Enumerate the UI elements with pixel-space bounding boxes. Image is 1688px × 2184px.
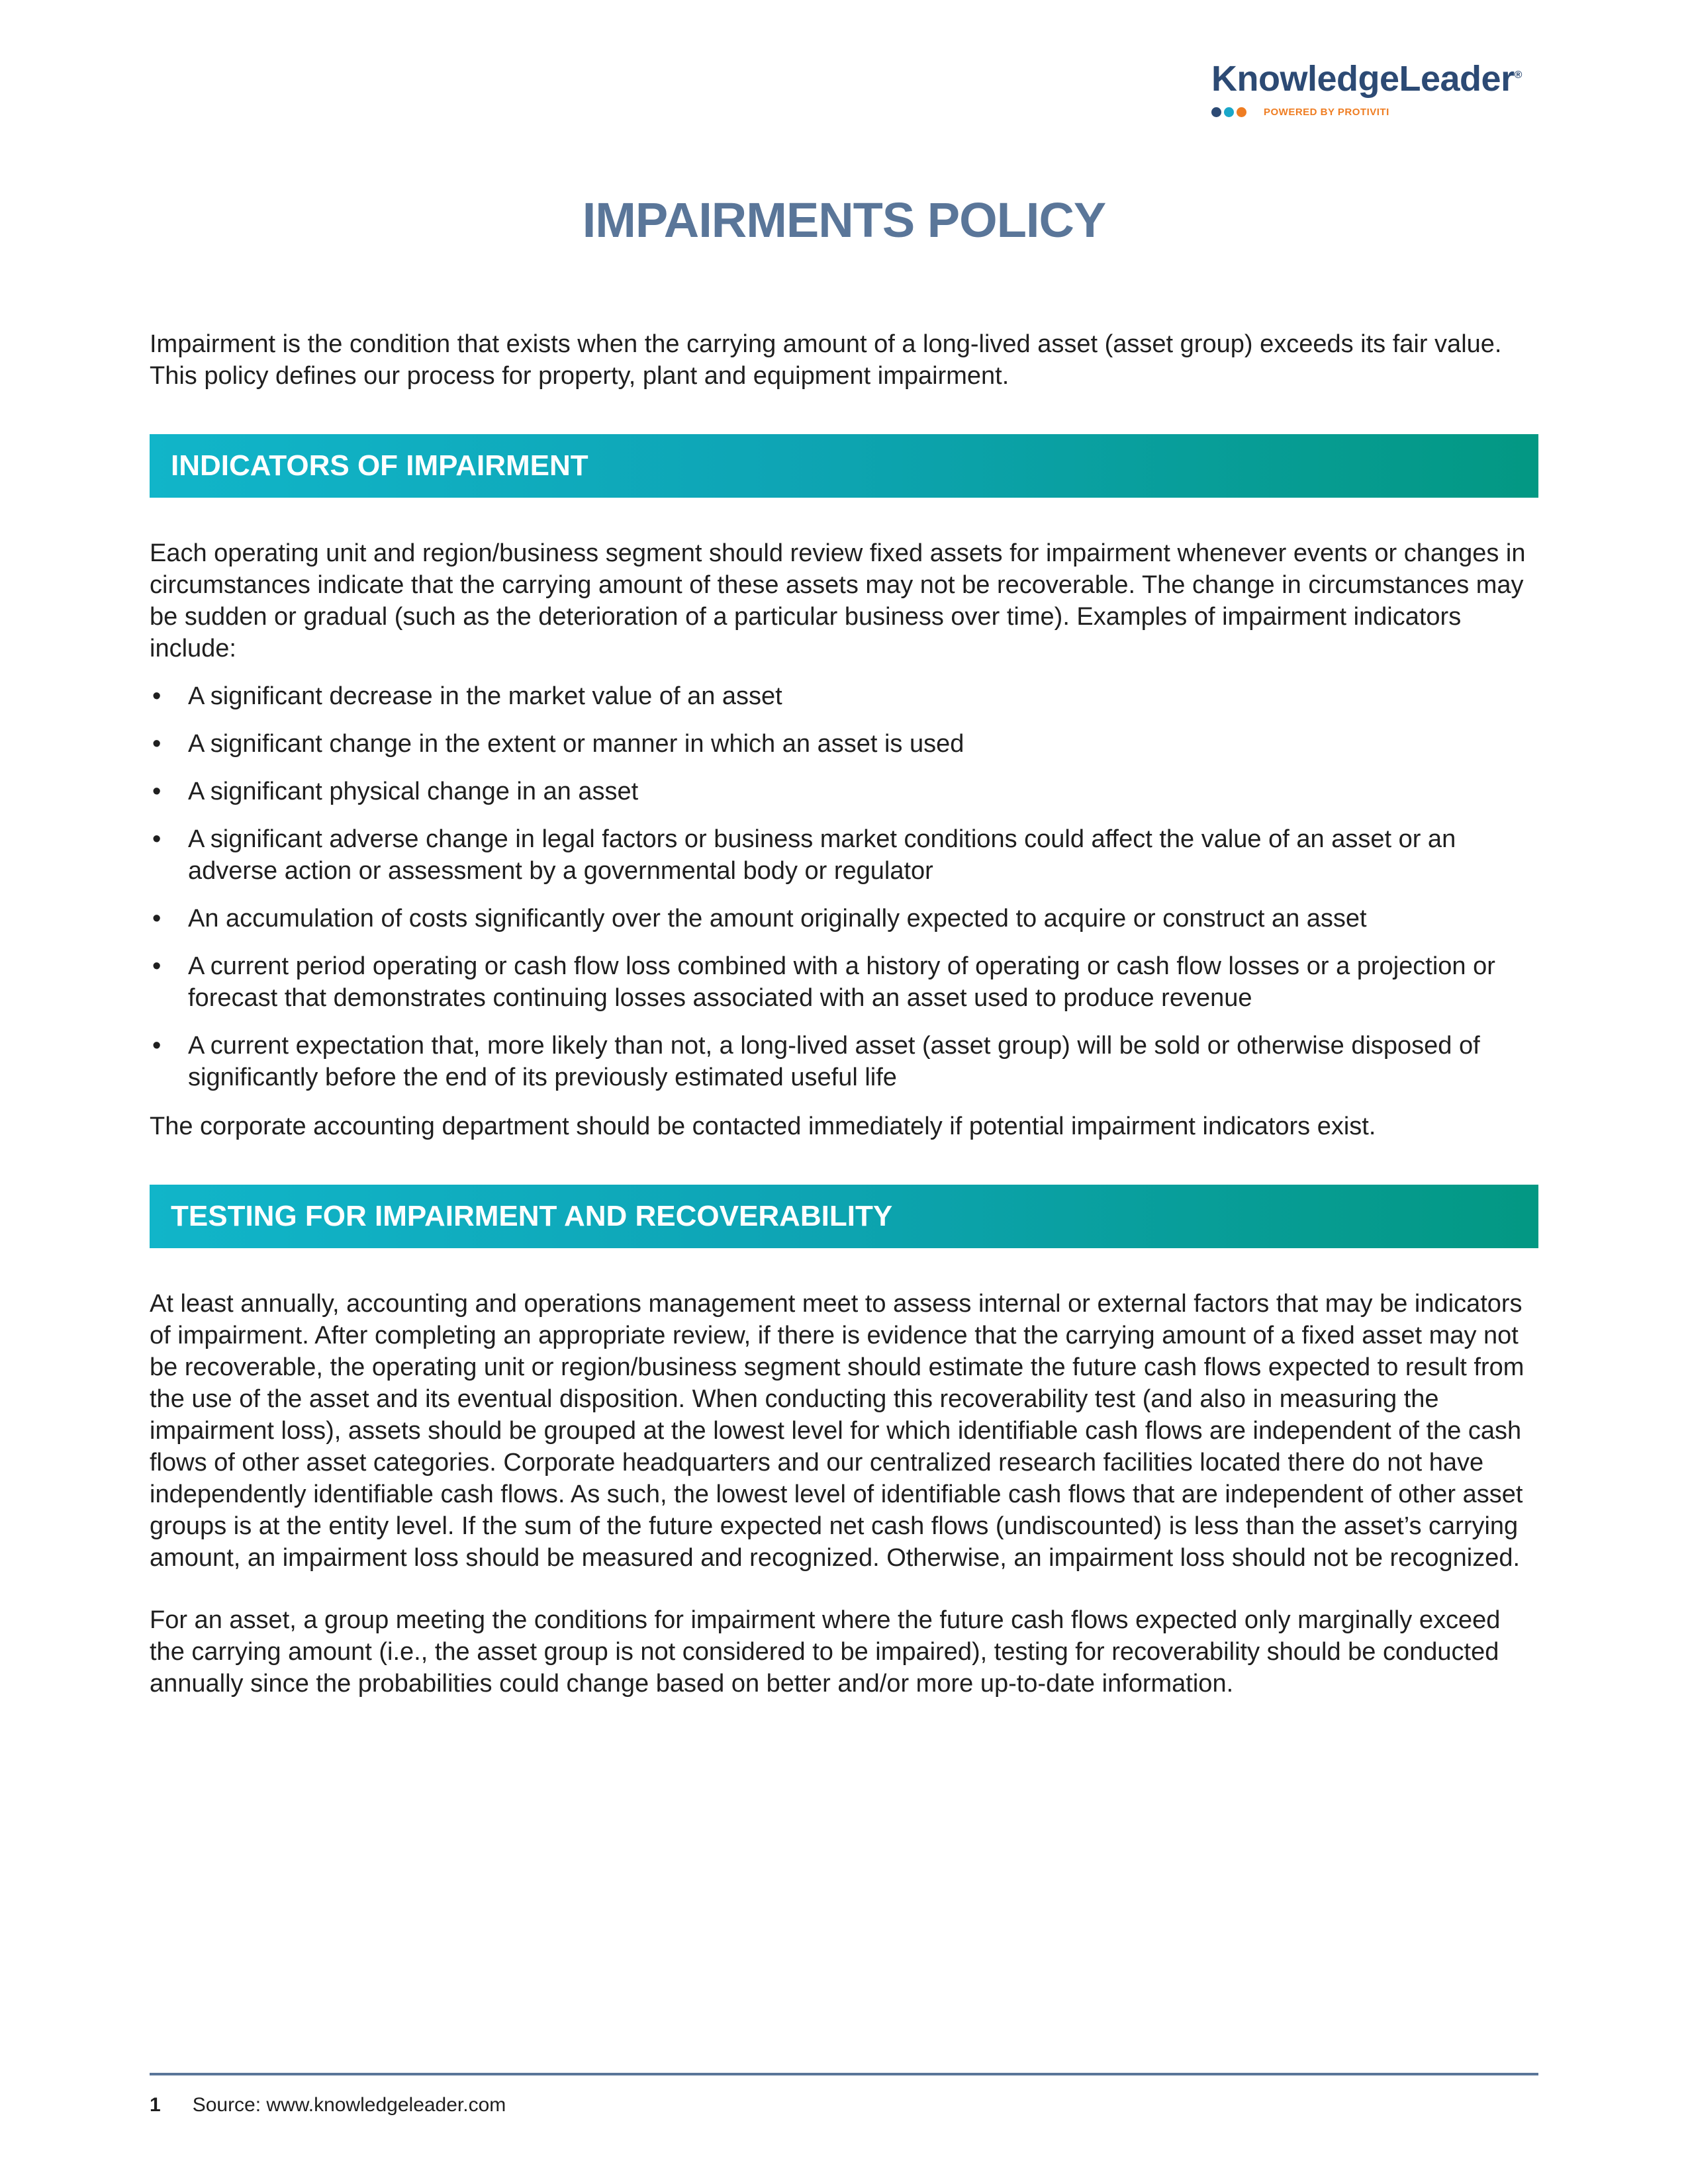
list-item: • A significant adverse change in legal factors or business market conditions could affect the value of an asset or an adverse action or assessment by a governmental body or regulator [150,823,1538,887]
page-footer [150,2094,506,2116]
testing-paragraph: At least annually, accounting and operations management meet to assess internal or external factors that may be indicators of impairment. After completing an appropriate review, if there is evidence that the carrying amount of a fixed asset may not be recoverable, the operating unit or region/business segment should estimate the future cash flows expected to result from the use of the asset and its eventual disposition. When conducting this recoverability test (and also in measuring the impairment loss), assets should be grouped at the lowest level for which identifiable cash flows are independent of the cash flows of other asset categories. Corporate headquarters and our centralized research facilities located there do not have independently identifiable cash flows. As such, the lowest level of identifiable cash flows that are independent of other asset groups is at the entity level. If the sum of the future expected net cash flows (undiscounted) is less than the asset’s carrying amount, an impairment loss should be measured and recognized. Otherwise, an impairment loss should not be recognized. [150,1290,1524,1572]
logo-subline [1211,107,1529,118]
logo-trademark: ® [1514,69,1522,81]
source-text: Source: www.knowledgeleader.com [192,2094,506,2116]
list-item: • A significant decrease in the market value of an asset [150,680,1538,712]
impairment-indicator-list [150,680,1538,1093]
logo-dots-icon [1211,107,1246,117]
section-heading: TESTING FOR IMPAIRMENT AND RECOVERABILITY [171,1200,893,1232]
logo-wordmark [1211,54,1529,100]
page-number: 1 [150,2094,161,2116]
list-item: • A significant physical change in an asset [150,776,1538,807]
section-closing-paragraph: The corporate accounting department should be contacted immediately if potential impairment indicators exist. [150,1113,1376,1140]
intro-paragraph: Impairment is the condition that exists when the carrying amount of a long-lived asset (asset group) exceeds its fair value. This policy defines our process for property, plant and equipment impairment. [150,330,1502,390]
list-item: • A significant change in the extent or manner in which an asset is used [150,728,1538,760]
list-item: • A current period operating or cash flow loss combined with a history of operating or cash flow losses or a projection or forecast that demonstrates continuing losses associated with an asset used to produce revenue [150,950,1538,1014]
list-item: • An accumulation of costs significantly over the amount originally expected to acquire or construct an asset [150,903,1538,934]
logo-text: KnowledgeLeader [1211,59,1515,99]
logo-dot [1237,107,1246,117]
logo-dot [1211,107,1221,117]
logo-tagline: POWERED BY PROTIVITI [1264,107,1389,118]
section-header-indicators [150,434,1538,498]
logo-dot [1224,107,1234,117]
knowledgeleader-logo[interactable] [1211,54,1529,118]
section-lead-paragraph: Each operating unit and region/business segment should review fixed assets for impairment whenever events or changes in circumstances indicate that the carrying amount of these assets may not be recoverable. The change in circumstances may be sudden or gradual (such as the deterioration of a particular business over time). Examples of impairment indicators include: [150,539,1526,662]
footer-divider [150,2073,1538,2075]
document-body [150,328,1538,1700]
list-item: • A current expectation that, more likely than not, a long-lived asset (asset group) will be sold or otherwise disposed of significantly before the end of its previously estimated useful life [150,1030,1538,1093]
section-header-testing [150,1185,1538,1248]
testing-paragraph: For an asset, a group meeting the conditions for impairment where the future cash flows expected only marginally exceed the carrying amount (i.e., the asset group is not considered to be impaired), testing for recoverability should be conducted annually since the probabilities could change based on better and/or more up-to-date information. [150,1606,1501,1698]
section-heading: INDICATORS OF IMPAIRMENT [171,449,588,482]
page-title: IMPAIRMENTS POLICY [582,193,1106,248]
